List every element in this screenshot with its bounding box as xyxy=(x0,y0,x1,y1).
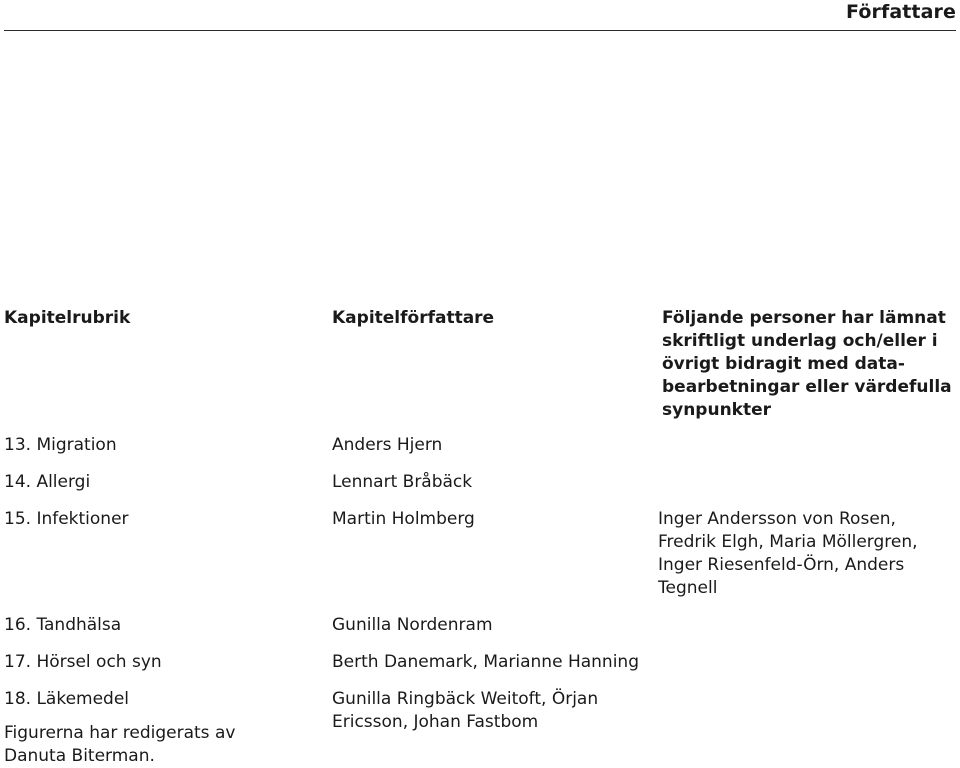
chapter-cell: 18. Läkemedel xyxy=(4,689,130,709)
author-cell: Gunilla Nordenram xyxy=(332,615,493,635)
table-row xyxy=(0,471,960,494)
column-header-contributors: Följande personer har lämnat skriftligt underlag och/eller i övrigt bidragit med data-bearbetningar eller värdefulla synpunkter xyxy=(662,308,952,420)
table-row xyxy=(0,614,960,637)
chapter-cell: 15. Infektioner xyxy=(4,509,129,529)
table-row xyxy=(0,508,960,600)
top-rule xyxy=(4,30,956,31)
authors-table xyxy=(0,434,960,748)
contributors-cell xyxy=(658,688,946,734)
author-cell: Berth Danemark, Marianne Hanning xyxy=(332,652,639,672)
table-row xyxy=(0,651,960,674)
chapter-cell: 13. Migration xyxy=(4,435,117,455)
contributors-cell xyxy=(658,614,946,637)
chapter-cell: 14. Allergi xyxy=(4,472,91,492)
author-cell: Martin Holmberg xyxy=(332,509,475,529)
author-cell: Lennart Bråbäck xyxy=(332,472,473,492)
chapter-cell: 17. Hörsel och syn xyxy=(4,652,162,672)
footnote: Figurerna har redigerats av Danuta Biterman. xyxy=(4,723,236,766)
column-header-chapter: Kapitelrubrik xyxy=(4,308,131,328)
contributors-cell xyxy=(658,434,946,457)
contributors-cell xyxy=(658,471,946,494)
column-header-author: Kapitelförfattare xyxy=(332,308,495,328)
table-row xyxy=(0,434,960,457)
contributors-cell xyxy=(658,651,946,674)
section-title: Författare xyxy=(846,1,956,23)
author-cell: Gunilla Ringbäck Weitoft, Örjan Ericsson, Johan Fastbom xyxy=(332,689,599,732)
author-cell: Anders Hjern xyxy=(332,435,443,455)
contributors-cell: Inger Andersson von Rosen, Fredrik Elgh, Maria Möllergren, Inger Riesenfeld-Örn, Anders Tegnell xyxy=(658,509,918,598)
chapter-cell: 16. Tandhälsa xyxy=(4,615,122,635)
